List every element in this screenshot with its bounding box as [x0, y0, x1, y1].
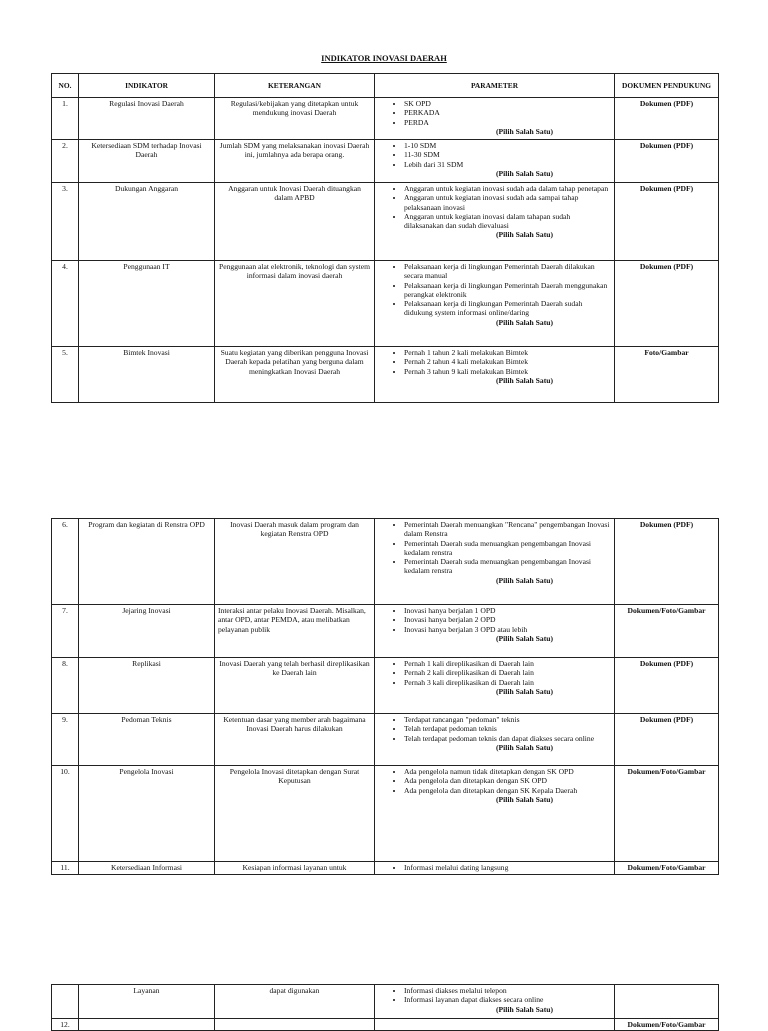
- row-dokumen: Dokumen (PDF): [615, 183, 719, 261]
- row-parameter: [375, 347, 615, 403]
- param-item: • Lebih dari 31 SDM: [404, 160, 611, 169]
- row-parameter: [375, 658, 615, 714]
- row-no: 8.: [52, 658, 79, 714]
- param-item: • Inovasi hanya berjalan 1 OPD: [404, 606, 611, 615]
- row-no: 5.: [52, 347, 79, 403]
- row-dokumen: Dokumen/Foto/Gambar: [615, 766, 719, 862]
- param-item: • Pemerintah Daerah suda menuangkan pengembangan Inovasi kedalam renstra: [404, 557, 611, 576]
- param-item: • Pernah 1 kali direplikasikan di Daerah lain: [404, 659, 611, 668]
- row-indikator: Replikasi: [79, 658, 215, 714]
- row-keterangan: Inovasi Daerah yang telah berhasil direplikasikan ke Daerah lain: [215, 658, 375, 714]
- param-note: (Pilih Salah Satu): [496, 794, 553, 804]
- row-no: 6.: [52, 519, 79, 605]
- row-keterangan: Penggunaan alat elektronik, teknologi dan system informasi dalam inovasi daerah: [215, 261, 375, 347]
- param-item: • Informasi melalui dating langsung: [404, 863, 611, 872]
- table-row: [52, 605, 719, 658]
- row-no: 11.: [52, 862, 79, 875]
- row-indikator: Jejaring Inovasi: [79, 605, 215, 658]
- param-item: • Pemerintah Daerah menuangkan "Rencana" pengembangan Inovasi dalam Renstra: [404, 520, 611, 539]
- row-keterangan: Kesiapan informasi layanan untuk: [215, 862, 375, 875]
- row-parameter: [375, 98, 615, 140]
- param-note: (Pilih Salah Satu): [496, 633, 553, 643]
- table-row: [52, 98, 719, 140]
- row-no: 1.: [52, 98, 79, 140]
- header-indikator: INDIKATOR: [79, 74, 215, 98]
- param-item: • Telah terdapat pedoman teknis dan dapat diakses secara online: [404, 734, 611, 743]
- table-row: [52, 519, 719, 605]
- param-item: • Pernah 2 tahun 4 kali melakukan Bimtek: [404, 357, 611, 366]
- row-dokumen: Foto/Gambar: [615, 347, 719, 403]
- header-parameter: PARAMETER: [375, 74, 615, 98]
- table-row: [52, 714, 719, 766]
- row-parameter: [375, 519, 615, 605]
- param-item: • Informasi diakses melalui telepon: [404, 986, 611, 995]
- param-item: • SK OPD: [404, 99, 611, 108]
- param-item: • Pelaksanaan kerja di lingkungan Pemerintah Daerah dilakukan secara manual: [404, 262, 611, 281]
- param-item: • Terdapat rancangan "pedoman" teknis: [404, 715, 611, 724]
- row-keterangan: dapat digunakan: [215, 985, 375, 1019]
- row-parameter: [375, 140, 615, 183]
- row-indikator: Ketersediaan SDM terhadap Inovasi Daerah: [79, 140, 215, 183]
- row-parameter: [375, 985, 615, 1019]
- param-item: • Ada pengelola namun tidak ditetapkan dengan SK OPD: [404, 767, 611, 776]
- row-dokumen: Dokumen/Foto/Gambar: [615, 1019, 719, 1031]
- table-row: [52, 766, 719, 862]
- row-keterangan: Interaksi antar pelaku Inovasi Daerah. Misalkan, antar OPD, antar PEMDA, atau melibatkan pelayanan publik: [215, 605, 375, 658]
- row-keterangan: Ketentuan dasar yang member arah bagaimana Inovasi Daerah harus dilakukan: [215, 714, 375, 766]
- param-item: • Inovasi hanya berjalan 2 OPD: [404, 615, 611, 624]
- row-no: 2.: [52, 140, 79, 183]
- row-no: 9.: [52, 714, 79, 766]
- row-no: 7.: [52, 605, 79, 658]
- param-item: • Ada pengelola dan ditetapkan dengan SK OPD: [404, 776, 611, 785]
- table-row: [52, 985, 719, 1019]
- row-dokumen: Dokumen (PDF): [615, 261, 719, 347]
- param-item: • Pelaksanaan kerja di lingkungan Pemerintah Daerah menggunakan perangkat elektronik: [404, 281, 611, 300]
- row-keterangan: Jumlah SDM yang melaksanakan inovasi Daerah ini, jumlahnya ada berapa orang.: [215, 140, 375, 183]
- param-note: (Pilih Salah Satu): [496, 375, 553, 385]
- param-note: (Pilih Salah Satu): [496, 1004, 553, 1014]
- indicator-table-part-1: [51, 73, 719, 403]
- param-item: • Telah terdapat pedoman teknis: [404, 724, 611, 733]
- row-dokumen: Dokumen (PDF): [615, 140, 719, 183]
- row-indikator: Regulasi Inovasi Daerah: [79, 98, 215, 140]
- param-item: • Pemerintah Daerah suda menuangkan pengembangan Inovasi kedalam renstra: [404, 539, 611, 558]
- indicator-table-part-2: [51, 518, 719, 875]
- param-item: • Pelaksanaan kerja di lingkungan Pemerintah Daerah sudah didukung system informasi online/daring: [404, 299, 611, 318]
- row-keterangan: Suatu kegiatan yang diberikan pengguna Inovasi Daerah kepada pelatihan yang berguna dalam meningkatkan Inovasi Daerah: [215, 347, 375, 403]
- row-indikator: Bimtek Inovasi: [79, 347, 215, 403]
- param-note: (Pilih Salah Satu): [496, 686, 553, 696]
- row-parameter: [375, 714, 615, 766]
- row-dokumen: Dokumen (PDF): [615, 98, 719, 140]
- header-no: NO.: [52, 74, 79, 98]
- table-header-row: [52, 74, 719, 98]
- param-item: • Anggaran untuk kegiatan inovasi dalam tahapan sudah dilaksanakan dan sudah dievaluasi: [404, 212, 611, 231]
- row-dokumen: Dokumen (PDF): [615, 714, 719, 766]
- param-note: (Pilih Salah Satu): [496, 575, 553, 585]
- param-item: • Pernah 3 kali direplikasikan di Daerah lain: [404, 678, 611, 687]
- row-parameter: [375, 183, 615, 261]
- param-item: • Anggaran untuk kegiatan inovasi sudah ada sampai tahap pelaksanaan inovasi: [404, 193, 611, 212]
- param-item: • PERKADA: [404, 108, 611, 117]
- row-keterangan: Pengelola Inovasi ditetapkan dengan Surat Keputusan: [215, 766, 375, 862]
- table-row: [52, 862, 719, 875]
- row-dokumen: Dokumen/Foto/Gambar: [615, 605, 719, 658]
- param-item: • Anggaran untuk kegiatan inovasi sudah ada dalam tahap penetapan: [404, 184, 611, 193]
- param-note: (Pilih Salah Satu): [496, 168, 553, 178]
- row-dokumen: Dokumen (PDF): [615, 519, 719, 605]
- row-parameter: [375, 605, 615, 658]
- param-note: (Pilih Salah Satu): [496, 126, 553, 136]
- table-row: [52, 140, 719, 183]
- row-indikator: Penggunaan IT: [79, 261, 215, 347]
- param-item: • Pernah 3 tahun 9 kali melakukan Bimtek: [404, 367, 611, 376]
- row-parameter: [375, 862, 615, 875]
- table-row: [52, 347, 719, 403]
- table-row: [52, 183, 719, 261]
- row-no: 12.: [52, 1019, 79, 1031]
- row-dokumen: Dokumen/Foto/Gambar: [615, 862, 719, 875]
- row-indikator: Pengelola Inovasi: [79, 766, 215, 862]
- row-parameter: [375, 261, 615, 347]
- row-indikator: Layanan: [79, 985, 215, 1019]
- table-row: [52, 1019, 719, 1031]
- param-item: • Inovasi hanya berjalan 3 OPD atau lebih: [404, 625, 611, 634]
- param-item: • Informasi layanan dapat diakses secara online: [404, 995, 611, 1004]
- table-row: [52, 658, 719, 714]
- row-no: 3.: [52, 183, 79, 261]
- row-keterangan: Regulasi/kebijakan yang ditetapkan untuk mendukung inovasi Daerah: [215, 98, 375, 140]
- row-dokumen: Dokumen (PDF): [615, 658, 719, 714]
- header-keterangan: KETERANGAN: [215, 74, 375, 98]
- param-note: (Pilih Salah Satu): [496, 317, 553, 327]
- page-title: INDIKATOR INOVASI DAERAH: [321, 53, 447, 63]
- param-item: • Ada pengelola dan ditetapkan dengan SK Kepala Daerah: [404, 786, 611, 795]
- row-keterangan: Inovasi Daerah masuk dalam program dan kegiatan Renstra OPD: [215, 519, 375, 605]
- row-no: 4.: [52, 261, 79, 347]
- row-parameter: [375, 766, 615, 862]
- row-no: 10.: [52, 766, 79, 862]
- table-row: [52, 261, 719, 347]
- row-indikator: Dukungan Anggaran: [79, 183, 215, 261]
- header-dokumen: DOKUMEN PENDUKUNG: [615, 74, 719, 98]
- param-note: (Pilih Salah Satu): [496, 230, 553, 240]
- param-item: • Pernah 1 tahun 2 kali melakukan Bimtek: [404, 348, 611, 357]
- param-item: • 1-10 SDM: [404, 141, 611, 150]
- row-indikator: Pedoman Teknis: [79, 714, 215, 766]
- row-indikator: Ketersediaan Informasi: [79, 862, 215, 875]
- param-item: • Pernah 2 kali direplikasikan di Daerah lain: [404, 668, 611, 677]
- param-note: (Pilih Salah Satu): [496, 742, 553, 752]
- row-indikator: Program dan kegiatan di Renstra OPD: [79, 519, 215, 605]
- row-keterangan: Anggaran untuk Inovasi Daerah dituangkan dalam APBD: [215, 183, 375, 261]
- param-item: • 11-30 SDM: [404, 150, 611, 159]
- param-item: • PERDA: [404, 118, 611, 127]
